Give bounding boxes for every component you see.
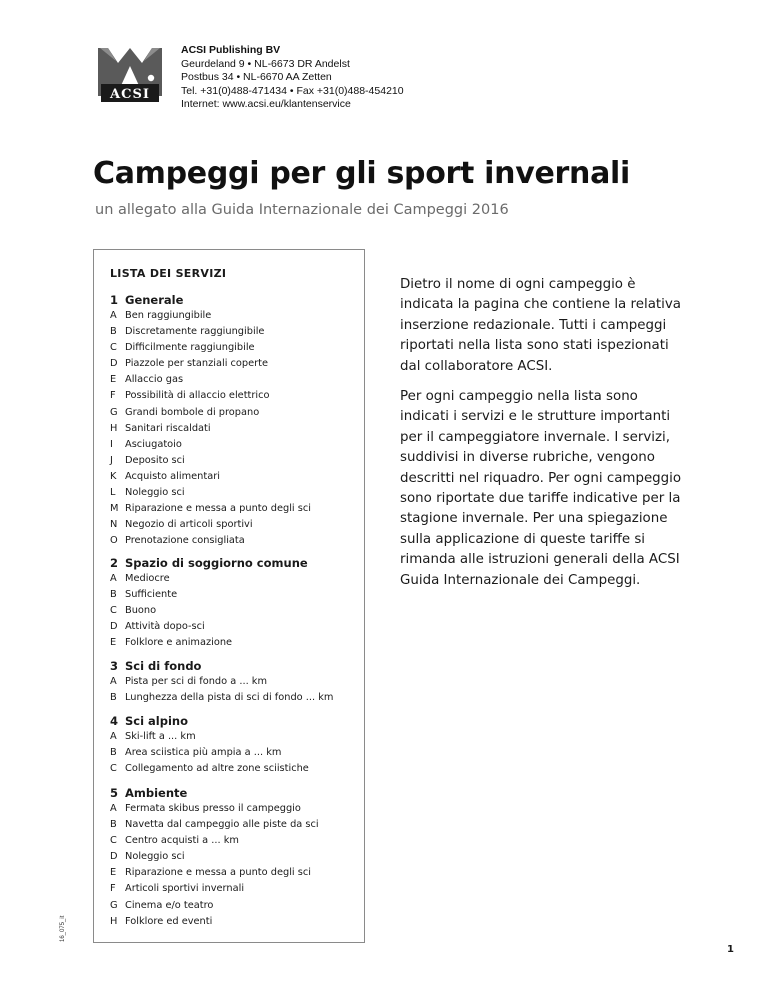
company-name: ACSI Publishing BV — [181, 44, 281, 56]
item-letter: A — [110, 310, 117, 321]
section-heading — [110, 713, 360, 729]
services-section-general — [110, 292, 360, 549]
item-text: Ben raggiungibile — [125, 310, 212, 321]
description-paragraph: Per ogni campeggio nella lista sono indicati i servizi e le strutture importanti per il campeggiatore invernale. I servizi, suddivisi in diverse rubriche, vengono descritti nel riquadro. Per ogni campeggio sono riportate due tariffe indicative per la stagione invernale. Per una spiegazione sulla applicazione di queste tariffe si rimanda alle istruzioni generali della ACSI Guida Internazionale dei Campeggi. — [400, 389, 682, 588]
item-letter: B — [110, 589, 117, 601]
list-item — [110, 324, 360, 340]
item-letter: G — [110, 406, 118, 418]
item-letter: B — [110, 326, 117, 338]
item-letter: A — [110, 803, 117, 814]
list-item — [110, 533, 360, 549]
item-text: Negozio di articoli sportivi — [125, 519, 253, 531]
item-letter: E — [110, 637, 117, 649]
item-text: Lunghezza della pista di sci di fondo ... km — [125, 692, 334, 704]
list-item — [110, 761, 360, 777]
list-item — [110, 469, 360, 485]
acsi-tent-logo-icon — [95, 44, 165, 106]
item-text: Cinema e/o teatro — [125, 899, 214, 911]
item-letter: D — [110, 358, 118, 370]
item-text: Noleggio sci — [125, 851, 185, 863]
item-letter: A — [110, 573, 117, 584]
item-text: Acquisto alimentari — [125, 470, 220, 482]
item-text: Collegamento ad altre zone sciistiche — [125, 763, 309, 775]
item-letter: E — [110, 867, 117, 879]
section-title: Sci alpino — [125, 714, 189, 728]
section-title: Generale — [125, 293, 184, 307]
list-item — [110, 340, 360, 356]
item-text: Deposito sci — [125, 454, 185, 466]
item-text: Noleggio sci — [125, 487, 185, 499]
item-text: Area sciistica più ampia a ... km — [125, 747, 282, 759]
item-letter: F — [110, 883, 116, 895]
list-item — [110, 690, 360, 706]
services-section-cross-country — [110, 658, 360, 706]
item-letter: C — [110, 835, 117, 847]
section-heading — [110, 292, 360, 308]
address-line: Postbus 34 • NL-6670 AA Zetten — [181, 71, 332, 83]
item-text: Centro acquisti a ... km — [125, 835, 239, 847]
list-item — [110, 849, 360, 865]
list-item — [110, 308, 360, 324]
list-item — [110, 898, 360, 914]
list-item — [110, 619, 360, 635]
services-list-heading: LISTA DEI SERVIZI — [110, 267, 227, 280]
intro-paragraph: Dietro il nome di ogni campeggio è indicata la pagina che contiene la relativa inserzione redazionale. Tutti i campeggi riportati nella lista sono stati ispezionati dal collaboratore ACSI. — [400, 277, 682, 374]
item-text: Sanitari riscaldati — [125, 422, 211, 434]
item-text: Buono — [125, 605, 157, 617]
list-item — [110, 501, 360, 517]
acsi-logo — [95, 44, 165, 106]
page-subtitle: un allegato alla Guida Internazionale dei Campeggi 2016 — [95, 202, 509, 218]
section-title: Spazio di soggiorno comune — [125, 556, 308, 570]
item-letter: L — [110, 487, 116, 499]
item-text: Fermata skibus presso il campeggio — [125, 803, 301, 814]
item-text: Articoli sportivi invernali — [125, 883, 245, 895]
section-heading — [110, 555, 360, 571]
item-letter: C — [110, 342, 117, 354]
item-letter: E — [110, 374, 117, 386]
item-text: Riparazione e messa a punto degli sci — [125, 503, 311, 515]
section-number: 1 — [110, 293, 119, 307]
item-letter: O — [110, 535, 118, 547]
item-letter: D — [110, 851, 118, 863]
list-item — [110, 388, 360, 404]
list-item — [110, 372, 360, 388]
item-text: Pista per sci di fondo a ... km — [125, 676, 268, 687]
item-text: Folklore ed eventi — [125, 915, 213, 927]
item-letter: B — [110, 692, 117, 704]
item-text: Riparazione e messa a punto degli sci — [125, 867, 311, 879]
item-text: Attività dopo-sci — [125, 621, 205, 633]
item-text: Ski-lift a ... km — [125, 731, 196, 742]
logo-text: ACSI — [110, 87, 150, 102]
item-text: Discretamente raggiungibile — [125, 326, 265, 338]
list-item — [110, 437, 360, 453]
item-text: Grandi bombole di propano — [125, 406, 260, 418]
item-text: Sufficiente — [125, 589, 178, 601]
item-text: Mediocre — [125, 573, 170, 584]
list-item — [110, 517, 360, 533]
services-section-alpine — [110, 713, 360, 777]
publisher-info — [181, 44, 404, 112]
item-text: Piazzole per stanziali coperte — [125, 358, 269, 370]
list-item — [110, 865, 360, 881]
section-heading — [110, 785, 360, 801]
item-letter: G — [110, 899, 118, 911]
list-item — [110, 421, 360, 437]
list-item — [110, 745, 360, 761]
item-text: Asciugatoio — [125, 438, 182, 450]
item-letter: H — [110, 915, 118, 927]
phone-line: Tel. +31(0)488-471434 • Fax +31(0)488-454210 — [181, 84, 404, 97]
section-number: 4 — [110, 714, 119, 728]
item-letter: A — [110, 676, 117, 687]
item-text: Prenotazione consigliata — [125, 535, 245, 547]
item-text: Difficilmente raggiungibile — [125, 342, 255, 354]
list-item — [110, 817, 360, 833]
item-letter: B — [110, 819, 117, 831]
list-item — [110, 801, 360, 817]
list-item — [110, 881, 360, 897]
list-item — [110, 405, 360, 421]
item-letter: H — [110, 422, 118, 434]
list-item — [110, 453, 360, 469]
services-section-environment — [110, 785, 360, 930]
section-heading — [110, 658, 360, 674]
item-letter: N — [110, 519, 118, 531]
item-letter: K — [110, 470, 117, 482]
item-letter: D — [110, 621, 118, 633]
list-item — [110, 356, 360, 372]
item-letter: F — [110, 390, 116, 402]
list-item — [110, 914, 360, 930]
section-title: Sci di fondo — [125, 659, 202, 673]
item-text: Folklore e animazione — [125, 637, 233, 649]
section-number: 2 — [110, 556, 119, 570]
item-letter: J — [110, 454, 113, 466]
list-item — [110, 674, 360, 690]
section-number: 3 — [110, 659, 119, 673]
item-letter: A — [110, 731, 117, 742]
address-line: Geurdeland 9 • NL-6673 DR Andelst — [181, 57, 350, 70]
list-item — [110, 571, 360, 587]
section-number: 5 — [110, 786, 119, 800]
item-letter: C — [110, 605, 117, 617]
page-number: 1 — [727, 944, 734, 955]
page-title: Campeggi per gli sport invernali — [93, 156, 630, 191]
list-item — [110, 729, 360, 745]
website-line: Internet: www.acsi.eu/klantenservice — [181, 98, 351, 110]
item-letter: C — [110, 763, 117, 775]
item-letter: B — [110, 747, 117, 759]
document-code-text: 16_075_it — [60, 915, 66, 942]
list-item — [110, 485, 360, 501]
services-section-common-room — [110, 555, 360, 651]
list-item — [110, 635, 360, 651]
item-text: Possibilità di allaccio elettrico — [125, 390, 270, 402]
item-text: Allaccio gas — [125, 374, 184, 386]
section-title: Ambiente — [125, 786, 188, 800]
item-letter: M — [110, 503, 119, 515]
list-item — [110, 603, 360, 619]
item-text: Navetta dal campeggio alle piste da sci — [125, 819, 319, 831]
item-letter: I — [110, 438, 113, 450]
list-item — [110, 587, 360, 603]
services-list-box — [93, 249, 365, 943]
list-item — [110, 833, 360, 849]
